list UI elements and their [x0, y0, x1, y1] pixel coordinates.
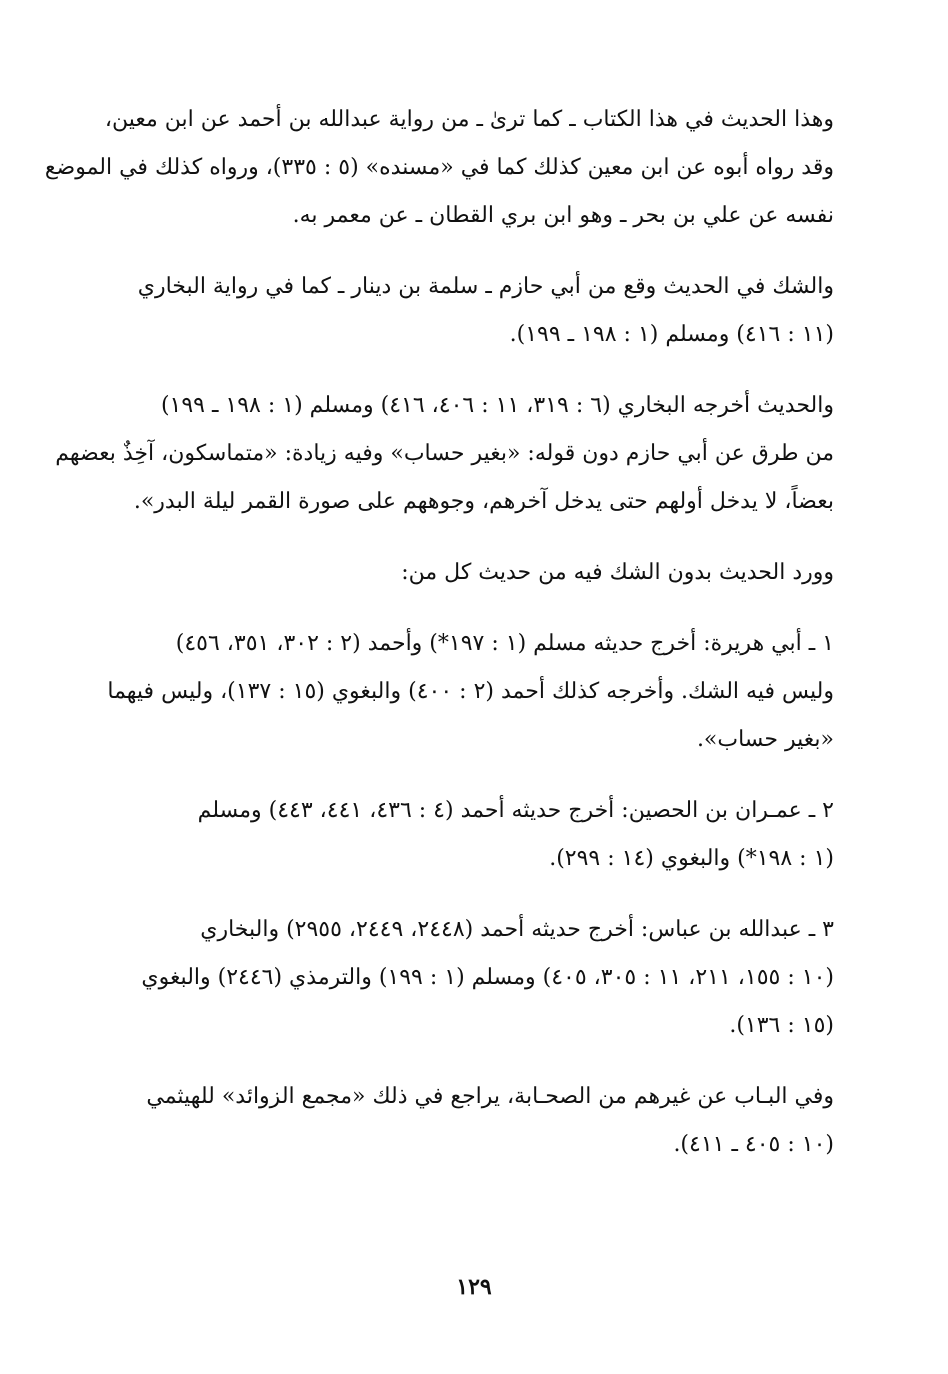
page-number: ١٢٩ [456, 1274, 492, 1300]
text-line: ٣ ـ عبدالله بن عباس: أخرج حديثه أحمد (٢٤٤٨، ٢٤٤٩، ٢٩٥٥) والبخاري [200, 917, 834, 942]
paragraph-4 [110, 549, 834, 597]
text-line: «بغير حساب». [696, 727, 834, 752]
text-line: وليس فيه الشك. وأخرجه كذلك أحمد (٢ : ٤٠٠) والبغوي (١٥ : ١٣٧)، وليس فيهما [107, 679, 834, 704]
paragraph-7 [110, 906, 834, 1050]
text-line: نفسه عن علي بن بحر ـ وهو ابن بري القطان ـ عن معمر به. [292, 203, 834, 228]
text-line: والشك في الحديث وقع من أبي حازم ـ سلمة بن دينار ـ كما في رواية البخاري [137, 274, 834, 299]
text-line: (١٠ : ٤٠٥ ـ ٤١١). [673, 1132, 834, 1157]
text-line: والحديث أخرجه البخاري (٦ : ٣١٩، ١١ : ٤٠٦، ٤١٦) ومسلم (١ : ١٩٨ ـ ١٩٩) [160, 393, 834, 418]
text-line: ١ ـ أبي هريرة: أخرج حديثه مسلم (١ : ١٩٧*) وأحمد (٢ : ٣٠٢، ٣٥١، ٤٥٦) [175, 631, 834, 656]
paragraph-6 [110, 787, 834, 883]
text-line: وورد الحديث بدون الشك فيه من حديث كل من: [401, 560, 834, 585]
paragraph-5 [107, 620, 834, 764]
paragraph-2 [110, 263, 834, 359]
text-line: (١١ : ٤١٦) ومسلم (١ : ١٩٨ ـ ١٩٩). [509, 322, 834, 347]
text-line: وقد رواه أبوه عن ابن معين كذلك كما في «مسنده» (٥ : ٣٣٥)، ورواه كذلك في الموضع [44, 155, 834, 180]
paragraph-8 [110, 1073, 834, 1169]
text-line: ٢ ـ عمـران بن الحصين: أخرج حديثه أحمد (٤ : ٤٣٦، ٤٤١، ٤٤٣) ومسلم [197, 798, 834, 823]
text-line: (١٠ : ١٥٥، ٢١١، ١١ : ٣٠٥، ٤٠٥) ومسلم (١ : ١٩٩) والترمذي (٢٤٤٦) والبغوي [141, 965, 834, 990]
text-line: من طرق عن أبي حازم دون قوله: «بغير حساب» وفيه زيادة: «متماسكون، آخِذٌ بعضهم [55, 441, 834, 466]
text-line: (١ : ١٩٨*) والبغوي (١٤ : ٢٩٩). [549, 846, 834, 871]
text-line: وهذا الحديث في هذا الكتاب ـ كما ترىٰ ـ من رواية عبدالله بن أحمد عن ابن معين، [104, 107, 834, 132]
page-body [44, 96, 834, 1192]
text-line: (١٥ : ١٣٦). [729, 1013, 834, 1038]
paragraph-3 [55, 382, 834, 526]
text-line: وفي البـاب عن غيرهم من الصحـابة، يراجع في ذلك «مجمع الزوائد» للهيثمي [146, 1084, 834, 1109]
text-line: بعضاً، لا يدخل أولهم حتى يدخل آخرهم، وجوههم على صورة القمر ليلة البدر». [133, 489, 834, 514]
paragraph-1 [44, 96, 834, 240]
